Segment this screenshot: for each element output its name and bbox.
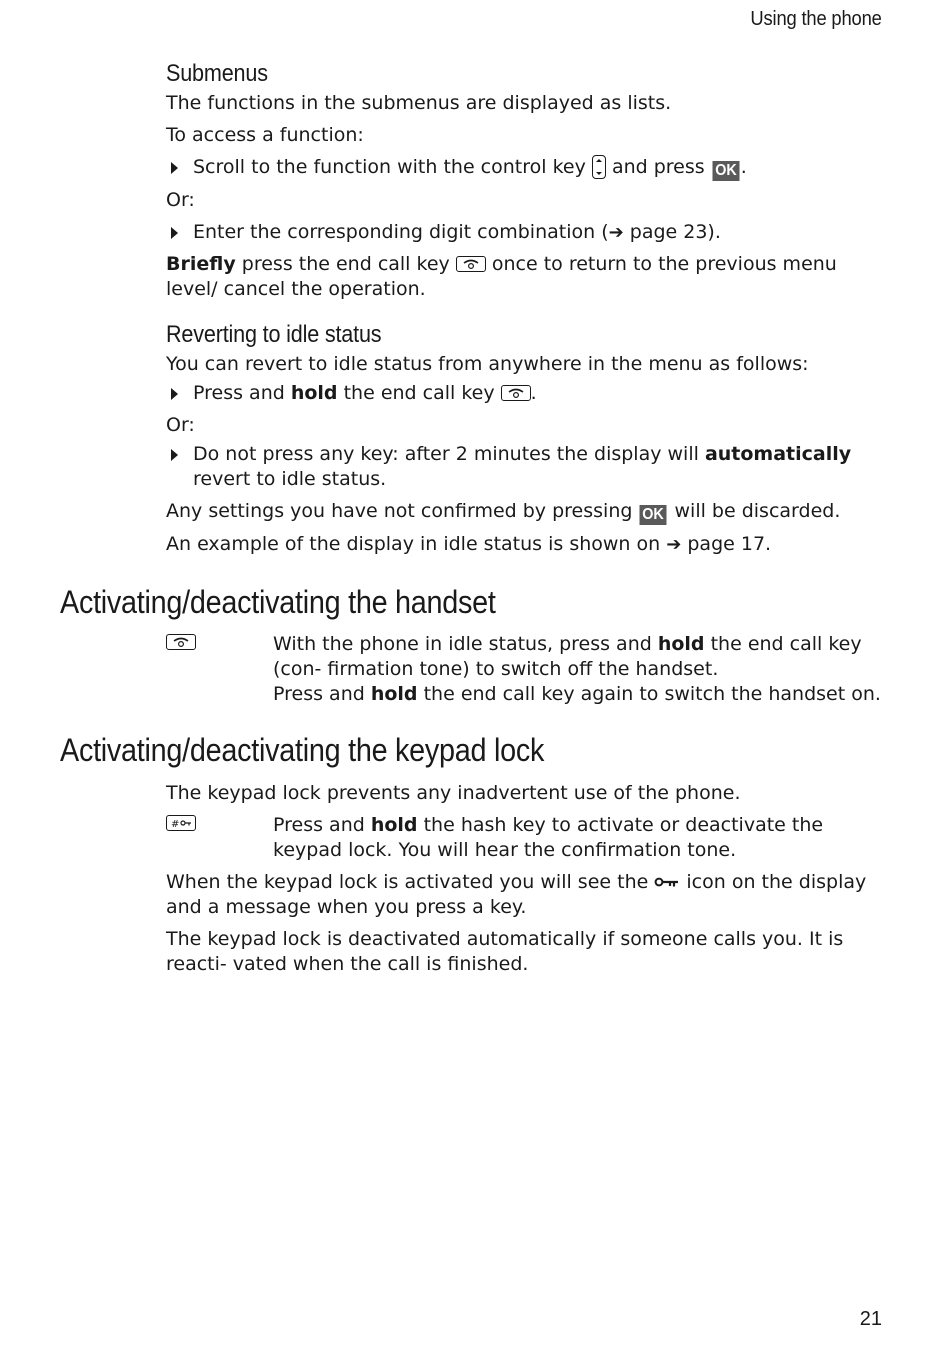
keypad-section: [166, 781, 882, 977]
submenus-intro: The functions in the submenus are displayed as lists.: [166, 92, 672, 114]
handset-on-text: Press and hold the end call key again to switch the handset on.: [273, 683, 881, 705]
hash-key-text: Press and hold the hash key to activate or deactivate the keypad lock. You will hear the confirmation tone.: [273, 814, 824, 861]
or-text: Or:: [166, 189, 195, 211]
bullet-icon: [171, 388, 178, 400]
hash-key-row: [166, 813, 882, 863]
handset-section: [166, 632, 882, 707]
list-item: Do not press any key: after 2 minutes the display will automatically revert to idle status.: [166, 442, 882, 492]
bullet-icon: [171, 449, 178, 461]
hash-key-icon: [166, 815, 196, 831]
keypad-intro: The keypad lock prevents any inadvertent use of the phone.: [166, 782, 741, 804]
settings-text: Any settings you have not confirmed by pressing OK will be discarded.: [166, 500, 841, 523]
arrow-right-icon: ➔: [608, 222, 624, 243]
end-call-key-icon: [501, 385, 531, 401]
example-text: An example of the display in idle status is shown on ➔ page 17.: [166, 533, 772, 555]
or-text: Or:: [166, 414, 195, 436]
ok-key-icon: OK: [640, 505, 667, 525]
page-reference: page 17.: [687, 533, 772, 555]
submenus-section: [166, 60, 882, 302]
lock-active-text: When the keypad lock is activated you will see the icon on the display and a message when you press a key.: [166, 871, 867, 918]
keypad-heading: Activating/deactivating the keypad lock: [60, 732, 545, 768]
running-title: Using the phone: [750, 8, 882, 30]
idle-heading: Reverting to idle status: [166, 321, 382, 348]
bullet-icon: [171, 227, 178, 239]
idle-section: [166, 321, 882, 557]
list-item: Scroll to the function with the control key and press OK .: [166, 155, 882, 181]
handset-off-text: With the phone in idle status, press and hold the end call key (con- firmation tone) to switch off the handset.: [273, 633, 862, 680]
end-call-key-icon: [456, 256, 486, 272]
auto-deactivate-text: The keypad lock is deactivated automatically if someone calls you. It is reacti- vated when the call is finished.: [166, 928, 844, 975]
briefly-text: Briefly press the end call key once to return to the previous menu level/ cancel the operation.: [166, 253, 837, 300]
idle-intro: You can revert to idle status from anywhere in the menu as follows:: [166, 353, 809, 375]
ok-key-icon: OK: [712, 161, 739, 181]
page-number: 21: [859, 1308, 882, 1330]
list-item: Enter the corresponding digit combination (➔ page 23).: [166, 220, 882, 245]
page-reference: page 23).: [629, 221, 721, 243]
svg-text:#: #: [171, 819, 180, 830]
arrow-right-icon: ➔: [666, 534, 682, 555]
submenus-heading: Submenus: [166, 60, 268, 87]
end-call-key-icon: [166, 634, 196, 650]
control-key-icon: [592, 155, 606, 179]
access-text: To access a function:: [166, 124, 364, 146]
list-item: Press and hold the end call key .: [166, 381, 882, 406]
key-lock-icon: [654, 870, 680, 895]
handset-heading: Activating/deactivating the handset: [60, 584, 496, 620]
bullet-icon: [171, 162, 178, 174]
